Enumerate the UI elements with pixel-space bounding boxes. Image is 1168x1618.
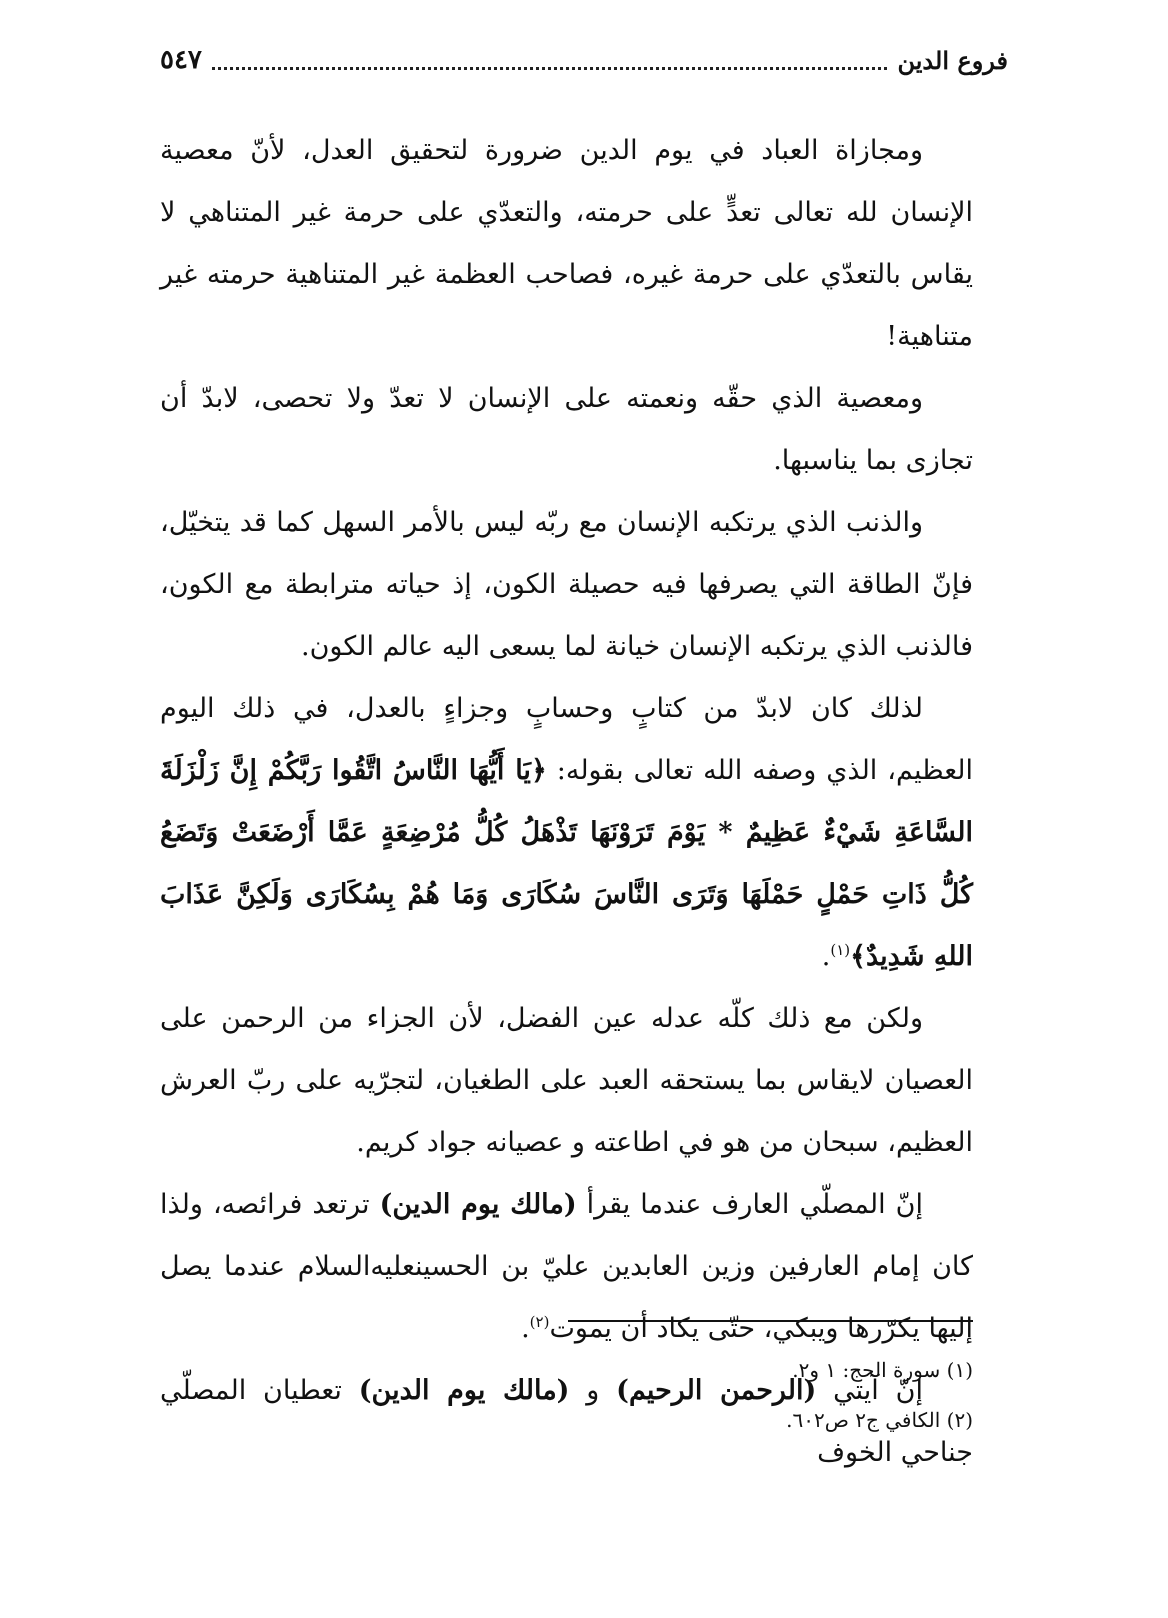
paragraph-7-conj: و (569, 1375, 617, 1406)
paragraph-4 (160, 678, 973, 988)
paragraph-7-intro: إنّ آيتي (816, 1375, 923, 1406)
footnote-separator (568, 1320, 973, 1322)
paragraph-6-body: ترتعد فرائصه، ولذا كان إمام العارفين وزين العابدين عليّ بن الحسينعليه‌السلام عندما يصل إليها يكرّرها ويبكي، حتّى يكاد أن يموت (160, 1189, 973, 1344)
paragraph-4-intro: لذلك كان لابدّ من كتابٍ وحسابٍ وجزاءٍ بالعدل، في ذلك اليوم العظيم، الذي وصفه الله تعالى بقوله: (160, 693, 974, 786)
chapter-title: فروع الدين (897, 45, 1008, 75)
paragraph-3: والذنب الذي يرتكبه الإنسان مع ربّه ليس بالأمر السهل كما قد يتخيّل، فإنّ الطاقة التي يصرفها فيه حصيلة الكون، إذ حياته مترابطة مع الكون، فالذنب الذي يرتكبه الإنسان خيانة لما يسعى اليه عالم الكون. (160, 507, 973, 662)
paragraph-6-intro: إنّ المصلّي العارف عندما يقرأ (576, 1189, 923, 1220)
paragraph-1: ومجازاة العباد في يوم الدين ضرورة لتحقيق العدل، لأنّ معصية الإنسان لله تعالى تعدٍّ على حرمته، والتعدّي على حرمة غير المتناهي لا يقاس بالتعدّي على حرمة غيره، فصاحب العظمة غير المتناهية حرمته غير متناهية! (160, 135, 973, 352)
header-leader-dots (212, 67, 888, 70)
main-text (160, 120, 973, 1484)
page-number: ٥٤٧ (160, 45, 202, 75)
footnote-ref-2: (٢) (529, 1313, 550, 1331)
paragraph-4-end: . (821, 941, 831, 972)
paragraph-6 (160, 1174, 973, 1360)
paragraph-7-end: تعطيان المصلّي جناحي الخوف (160, 1375, 973, 1468)
paragraph-2: ومعصية الذي حقّه ونعمته على الإنسان لا تعدّ ولا تحصى، لابدّ أن تجازى بما يناسبها. (160, 383, 973, 476)
bold-phrase-malik-2: (مالك يوم الدين) (358, 1375, 570, 1406)
footnote-1: (١) سورة الحج: ١ و٢. (792, 1358, 973, 1382)
paragraph-5: ولكن مع ذلك كلّه عدله عين الفضل، لأن الجزاء من الرحمن على العصيان لايقاس بما يستحقه العبد على الطغيان، لتجرّيه على ربّ العرش العظيم، سبحان من هو في اطاعته و عصيانه جواد كريم. (160, 1003, 973, 1158)
footnote-2: (٢) الكافي ج٢ ص٦٠٢. (786, 1408, 973, 1432)
footnotes (160, 1345, 973, 1445)
running-header (160, 40, 1008, 80)
footnote-ref-1: (١) (830, 941, 851, 959)
paragraph-6-end: . (521, 1313, 530, 1344)
quran-verse: ﴿يَا أَيُّهَا النَّاسُ اتَّقُوا رَبَّكُمْ إِنَّ زَلْزَلَةَ السَّاعَةِ شَيْءٌ عَظِيمٌ * يَوْمَ تَرَوْنَهَا تَذْهَلُ كُلُّ مُرْضِعَةٍ عَمَّا أَرْضَعَتْ وَتَضَعُ كُلُّ ذَاتِ حَمْلٍ حَمْلَهَا وَتَرَى النَّاسَ سُكَارَى وَمَا هُمْ بِسُكَارَى وَلَكِنَّ عَذَابَ اللهِ شَدِيدٌ﴾ (160, 755, 973, 972)
bold-phrase-malik: (مالك يوم الدين) (379, 1189, 577, 1220)
bold-phrase-rahman: (الرحمن الرحيم) (616, 1375, 817, 1406)
